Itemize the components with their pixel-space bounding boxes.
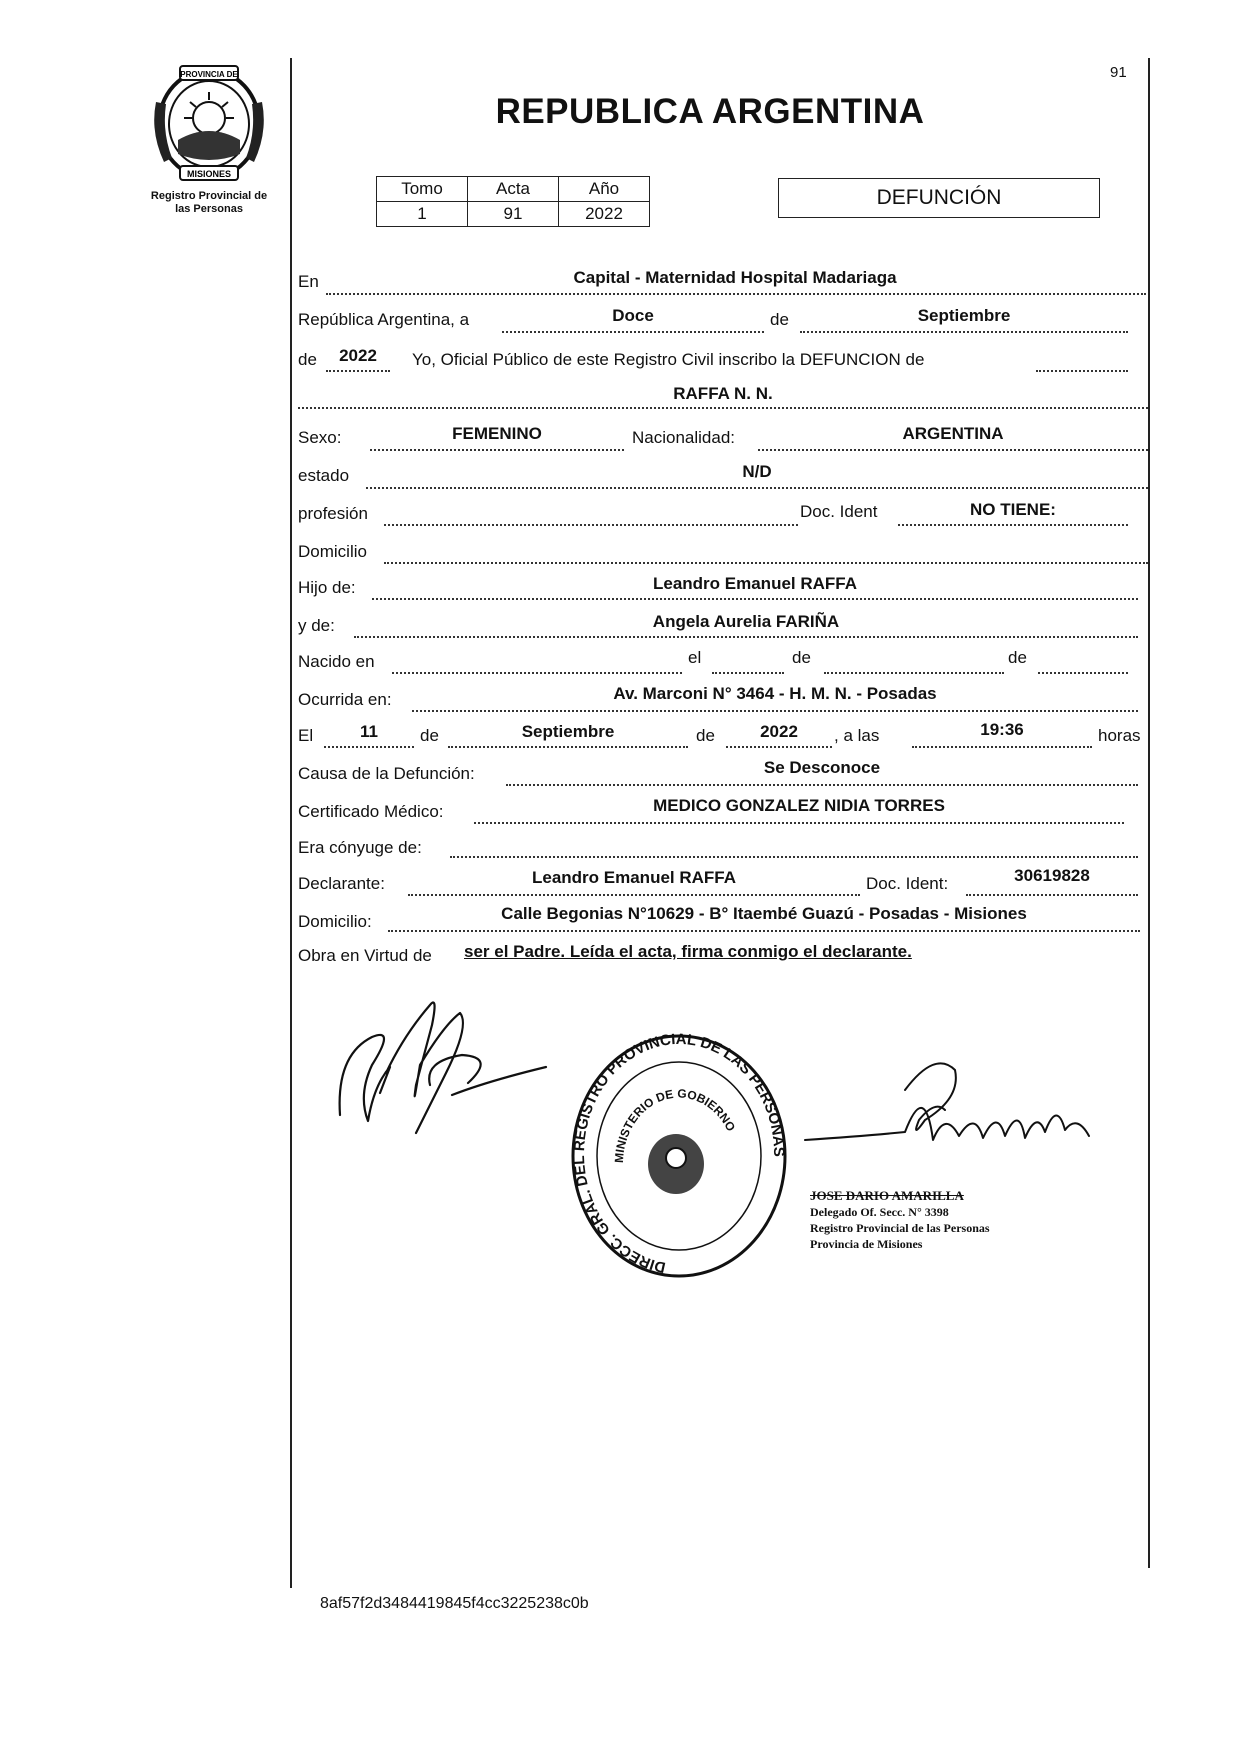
official-name: JOSE DARIO AMARILLA	[810, 1188, 964, 1203]
dotted-line	[1036, 370, 1128, 372]
label-obra: Obra en Virtud de	[298, 946, 432, 965]
official-seal	[568, 1030, 790, 1287]
label-domicilio-declarante: Domicilio:	[298, 912, 372, 931]
label-de: de	[696, 726, 715, 745]
dotted-line	[326, 370, 390, 372]
label-el: El	[298, 726, 314, 745]
value-domicilio-declarante: Calle Begonias N°10629 - B° Itaembé Guazú - Posadas - Misiones	[501, 904, 1027, 923]
logo-caption: Registro Provincial de las Personas	[150, 190, 268, 215]
label-horas: horas	[1098, 726, 1141, 745]
value-mes: Septiembre	[917, 306, 1011, 325]
value-doc-ident: NO TIENE:	[970, 500, 1056, 519]
dotted-line	[800, 331, 1128, 333]
dotted-line	[366, 487, 1148, 489]
label-profesion: profesión	[298, 504, 368, 523]
anio-value: 2022	[559, 202, 650, 227]
value-obra: ser el Padre. Leída el acta, firma conmigo el declarante.	[464, 942, 912, 961]
svg-text:MINISTERIO DE GOBIERNO: MINISTERIO DE GOBIERNO	[611, 1086, 739, 1164]
label-certificado: Certificado Médico:	[298, 802, 444, 821]
official-role: Delegado Of. Secc. N° 3398	[810, 1205, 949, 1219]
dotted-line	[758, 449, 1148, 451]
label-a-las: , a las	[834, 726, 880, 745]
value-dia-defuncion: 11	[360, 722, 378, 741]
anio-header: Año	[559, 177, 650, 202]
svg-text:MISIONES: MISIONES	[186, 169, 232, 179]
value-dia: Doce	[612, 306, 654, 325]
label-conyuge: Era cónyuge de:	[298, 838, 422, 857]
label-nacionalidad: Nacionalidad:	[632, 428, 736, 447]
value-mes-defuncion: Septiembre	[521, 722, 615, 741]
svg-text:PROVINCIA DE: PROVINCIA DE	[180, 70, 238, 79]
dotted-line	[370, 449, 624, 451]
label-de: de	[420, 726, 439, 745]
value-anio: 2022	[339, 346, 377, 365]
label-republica: República Argentina, a	[298, 310, 470, 329]
label-nacido-en: Nacido en	[298, 652, 375, 671]
dotted-line	[372, 598, 1138, 600]
label-domicilio: Domicilio	[298, 542, 367, 561]
dotted-line	[824, 672, 1004, 674]
dotted-line	[384, 562, 1148, 564]
dotted-line	[388, 930, 1140, 932]
acta-value: 91	[468, 202, 559, 227]
declarant-signature	[320, 965, 580, 1180]
official-org: Registro Provincial de las Personas	[810, 1221, 990, 1235]
label-estado: estado	[298, 466, 350, 485]
dotted-line	[966, 894, 1138, 896]
value-lugar: Capital - Maternidad Hospital Madariaga	[573, 268, 897, 287]
value-anio-defuncion: 2022	[760, 722, 798, 741]
label-ocurrida-en: Ocurrida en:	[298, 690, 392, 709]
label-sexo: Sexo:	[298, 428, 342, 447]
acta-header: Acta	[468, 177, 559, 202]
document-hash: 8af57f2d3484419845f4cc3225238c0b	[320, 1595, 589, 1612]
left-margin-line	[290, 58, 292, 1588]
dotted-line	[412, 710, 1138, 712]
value-hora: 19:36	[980, 720, 1024, 739]
page-number: 91	[1110, 64, 1127, 81]
dotted-line	[354, 636, 1138, 638]
value-doc-declarante: 30619828	[1014, 866, 1090, 885]
label-oficial: Yo, Oficial Público de este Registro Civil inscribo la DEFUNCION de	[412, 350, 925, 369]
label-doc-ident: Doc. Ident	[800, 502, 878, 521]
value-certificado: MEDICO GONZALEZ NIDIA TORRES	[653, 796, 945, 815]
label-de: de	[792, 648, 811, 667]
official-signature-block	[810, 1188, 990, 1252]
dotted-line	[450, 856, 1138, 858]
dotted-line	[502, 331, 764, 333]
label-hijo-de: Hijo de:	[298, 578, 356, 597]
value-sexo: FEMENINO	[452, 424, 542, 443]
tomo-header: Tomo	[377, 177, 468, 202]
dotted-line	[326, 293, 1146, 295]
label-de: de	[770, 310, 789, 329]
dotted-line	[392, 672, 682, 674]
value-estado: N/D	[742, 462, 772, 481]
dotted-line	[506, 784, 1138, 786]
record-table	[376, 176, 650, 227]
label-de: de	[1008, 648, 1027, 667]
value-madre: Angela Aurelia FARIÑA	[652, 612, 840, 631]
label-de: de	[298, 350, 317, 369]
value-causa: Se Desconoce	[763, 758, 881, 777]
dotted-line	[324, 746, 414, 748]
value-nombre: RAFFA N. N.	[673, 384, 773, 403]
dotted-line	[474, 822, 1124, 824]
value-declarante: Leandro Emanuel RAFFA	[531, 868, 737, 887]
value-ocurrida: Av. Marconi N° 3464 - H. M. N. - Posadas	[613, 684, 937, 703]
dotted-line	[898, 524, 1128, 526]
official-signature	[785, 1040, 1095, 1195]
svg-text:DIRECC. GRAL. DEL REGISTRO PRO: DIRECC. GRAL. DEL REGISTRO PROVINCIAL DE LAS PERSONAS	[570, 1030, 788, 1276]
page-title: REPUBLICA ARGENTINA	[495, 92, 925, 131]
label-y-de: y de:	[298, 616, 335, 635]
dotted-line	[384, 524, 798, 526]
label-causa: Causa de la Defunción:	[298, 764, 475, 783]
label-doc-ident-declarante: Doc. Ident:	[866, 874, 949, 893]
dotted-line	[448, 746, 688, 748]
label-declarante: Declarante:	[298, 874, 385, 893]
record-type-box: DEFUNCIÓN	[778, 178, 1100, 218]
official-province: Provincia de Misiones	[810, 1237, 923, 1251]
province-logo	[150, 62, 268, 182]
label-en: En	[298, 272, 319, 291]
value-padre: Leandro Emanuel RAFFA	[652, 574, 858, 593]
value-nacionalidad: ARGENTINA	[902, 424, 1004, 443]
dotted-line	[298, 407, 1148, 409]
dotted-line	[1038, 672, 1128, 674]
right-margin-line	[1148, 58, 1150, 1568]
label-el: el	[688, 648, 702, 667]
dotted-line	[408, 894, 860, 896]
dotted-line	[712, 672, 784, 674]
tomo-value: 1	[377, 202, 468, 227]
dotted-line	[912, 746, 1092, 748]
dotted-line	[726, 746, 832, 748]
